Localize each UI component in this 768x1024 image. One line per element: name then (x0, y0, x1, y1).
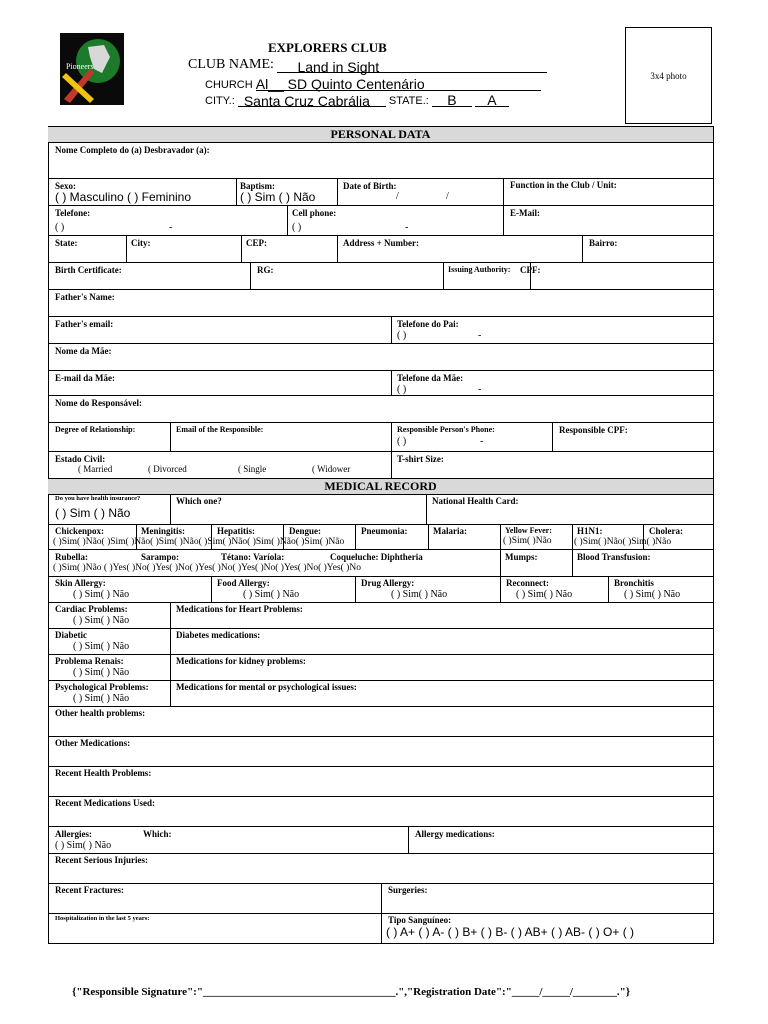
surgeries-label: Surgeries: (388, 885, 428, 895)
city-label: CITY.: (205, 95, 235, 107)
birth-cert-label: Birth Certificate: (55, 265, 122, 275)
allergies-options[interactable]: ( ) Sim( ) Não (55, 840, 112, 851)
h1n1-label: H1N1: (577, 526, 603, 536)
sexo-label: Sexo: (55, 181, 76, 191)
skin-allergy-options[interactable]: ( ) Sim( ) Não (73, 589, 130, 600)
civil-label: Estado Civil: (55, 454, 106, 464)
health-insurance-options[interactable]: ( ) Sim ( ) Não (55, 506, 131, 520)
dob-sep-1: / (396, 191, 399, 202)
photo-label: 3x4 photo (650, 70, 687, 81)
mother-name-label: Nome da Mãe: (55, 346, 112, 356)
pneumonia-label: Pneumonia: (361, 526, 408, 536)
psych-options[interactable]: ( ) Sim( ) Não (73, 693, 130, 704)
civil-married[interactable]: ( Married (78, 464, 113, 474)
father-name-label: Father's Name: (55, 292, 115, 302)
bairro-label: Bairro: (589, 238, 618, 248)
food-allergy-label: Food Allergy: (217, 578, 270, 588)
transfusion-label: Blood Transfusion: (577, 552, 651, 562)
baptism-options[interactable]: ( ) Sim ( ) Não (240, 190, 316, 204)
recent-meds-label: Recent Medications Used: (55, 798, 155, 808)
city-field[interactable]: Santa Cruz Cabrália (238, 93, 386, 107)
full-name-label: Nome Completo do (a) Desbravador (a): (55, 145, 210, 155)
cellphone-label: Cell phone: (292, 208, 337, 218)
rg-label: RG: (257, 265, 274, 275)
mumps-label: Mumps: (505, 552, 538, 562)
which-label: Which: (143, 829, 172, 839)
mother-phone-label: Telefone da Mãe: (397, 373, 464, 383)
father-phone-label: Telefone do Pai: (397, 319, 459, 329)
psych-label: Psychological Problems: (55, 682, 149, 692)
malaria-label: Malaria: (433, 526, 467, 536)
telefone-label: Telefone: (55, 208, 91, 218)
drug-allergy-options[interactable]: ( ) Sim( ) Não (391, 589, 448, 600)
meningitis-label: Meningitis: (141, 526, 185, 536)
dengue-label: Dengue: (289, 526, 321, 536)
yellow-fever-options[interactable]: ( )Sim( )Não (503, 536, 552, 546)
club-name-label: CLUB NAME: (188, 57, 274, 72)
skin-allergy-label: Skin Allergy: (55, 578, 106, 588)
svg-text:Pioneers: Pioneers (66, 62, 94, 71)
renal-label: Problema Renais: (55, 656, 124, 666)
sarampo-label: Sarampo: (141, 552, 179, 562)
resp-phone-paren[interactable]: ( ) (397, 436, 407, 447)
hospitalization-label: Hospitalization in the last 5 years: (55, 915, 150, 922)
mother-phone-dash: - (478, 384, 482, 395)
father-phone-dash: - (478, 330, 482, 341)
health-insurance-label: Do you have health insurance? (55, 495, 141, 502)
recent-health-label: Recent Health Problems: (55, 768, 152, 778)
national-card-label: National Health Card: (432, 496, 519, 506)
bronchitis-label: Bronchitis (614, 578, 654, 588)
dob-sep-2: / (446, 191, 449, 202)
injuries-label: Recent Serious Injuries: (55, 855, 148, 865)
reconnect-label: Reconnect: (506, 578, 549, 588)
allergy-meds-label: Allergy medications: (415, 829, 495, 839)
function-label: Function in the Club / Unit: (510, 180, 617, 190)
cardiac-label: Cardiac Problems: (55, 604, 128, 614)
diabetic-label: Diabetic (55, 630, 87, 640)
resp-cpf-label: Responsible CPF: (559, 425, 628, 435)
other-health-label: Other health problems: (55, 708, 146, 718)
psych-meds-label: Medications for mental or psychological issues: (176, 682, 357, 692)
resp-email-label: Email of the Responsible: (176, 425, 264, 434)
reconnect-options[interactable]: ( ) Sim( ) Não (516, 589, 573, 600)
state-field[interactable]: B (432, 92, 472, 107)
other-meds-label: Other Medications: (55, 738, 131, 748)
mother-email-label: E-mail da Mãe: (55, 373, 115, 383)
civil-single[interactable]: ( Single (238, 464, 267, 474)
form-title: EXPLORERS CLUB (268, 40, 387, 55)
blood-type-label: Tipo Sanguíneo: (388, 915, 452, 925)
civil-widower[interactable]: ( Widower (312, 464, 351, 474)
diabetes-meds-label: Diabetes medications: (176, 630, 261, 640)
row1-options[interactable]: ( )Sim( )Não( )Sim( )Não( )Sim( )Não( )Sim( )Não( )Sim( )Não( )Sim( )Não (53, 537, 345, 547)
footer-signature-line[interactable]: {"Responsible Signature":"___________________________________.","Registration Date":"_____/_____/________."} (72, 986, 631, 998)
hepatitis-label: Hepatitis: (217, 526, 255, 536)
yellow-fever-label: Yellow Fever: (505, 526, 552, 535)
cholera-label: Cholera: (649, 526, 683, 536)
heart-meds-label: Medications for Heart Problems: (176, 604, 303, 614)
blood-type-options[interactable]: ( ) A+ ( ) A- ( ) B+ ( ) B- ( ) AB+ ( ) AB- ( ) O+ ( ) (386, 926, 635, 939)
baptism-label: Baptism: (240, 181, 276, 191)
cellphone-paren[interactable]: ( ) (292, 222, 302, 233)
tshirt-label: T-shirt Size: (397, 454, 444, 464)
coqueluche-label: Coqueluche: Diphtheria (330, 552, 423, 562)
diabetic-options[interactable]: ( ) Sim( ) Não (73, 641, 130, 652)
church-label: CHURCH (205, 79, 253, 91)
relationship-label: Degree of Relationship: (55, 425, 136, 434)
father-phone-paren[interactable]: ( ) (397, 330, 407, 341)
rubella-label: Rubella: (55, 552, 89, 562)
resp-phone-label: Responsible Person's Phone: (397, 425, 495, 434)
food-allergy-options[interactable]: ( ) Sim( ) Não (243, 589, 300, 600)
renal-options[interactable]: ( ) Sim( ) Não (73, 667, 130, 678)
city-label: City: (131, 238, 151, 248)
drug-allergy-label: Drug Allergy: (361, 578, 415, 588)
issuing-label: Issuing Authority: (448, 265, 511, 274)
medical-record-header: MEDICAL RECORD (48, 478, 713, 495)
sexo-options[interactable]: ( ) Masculino ( ) Feminino (55, 190, 192, 204)
cpf-label: CPF: (520, 265, 541, 275)
tetano-label: Tétano: Varíola: (221, 552, 285, 562)
cellphone-dash: - (405, 222, 409, 233)
allergies-label: Allergies: (55, 829, 92, 839)
state-field-2[interactable]: A (475, 92, 509, 107)
address-label: Address + Number: (343, 238, 419, 248)
kidney-meds-label: Medications for kidney problems: (176, 656, 306, 666)
row2-options[interactable]: ( )Sim( )Não ( )Yes( )No( )Yes( )No( )Yes( )No( )Yes( )No( )Yes( )No( )Yes( )No (53, 563, 361, 573)
mother-phone-paren[interactable]: ( ) (397, 384, 407, 395)
state-label: State: (55, 238, 78, 248)
telefone-dash: - (169, 222, 173, 233)
dob-label: Date of Birth: (343, 181, 397, 191)
church-field[interactable]: Al__ SD Quinto Centenário (256, 76, 541, 91)
cep-label: CEP: (246, 238, 267, 248)
fractures-label: Recent Fractures: (55, 885, 125, 895)
father-email-label: Father's email: (55, 319, 114, 329)
state-label: STATE.: (388, 95, 429, 107)
civil-divorced[interactable]: ( Divorced (148, 464, 187, 474)
which-one-label: Which one? (176, 496, 222, 506)
cardiac-options[interactable]: ( ) Sim( ) Não (73, 615, 130, 626)
email-label: E-Mail: (510, 208, 540, 218)
chickenpox-label: Chickenpox: (55, 526, 105, 536)
telefone-paren[interactable]: ( ) (55, 222, 65, 233)
guardian-name-label: Nome do Responsável: (55, 398, 142, 408)
h1n1-cholera-options[interactable]: ( )Sim( )Não( )Sim( )Não (574, 537, 672, 547)
personal-data-header: PERSONAL DATA (48, 126, 713, 143)
resp-phone-dash: - (480, 436, 484, 447)
club-name-field[interactable]: Land in Sight (277, 59, 547, 73)
bronchitis-options[interactable]: ( ) Sim( ) Não (624, 589, 681, 600)
